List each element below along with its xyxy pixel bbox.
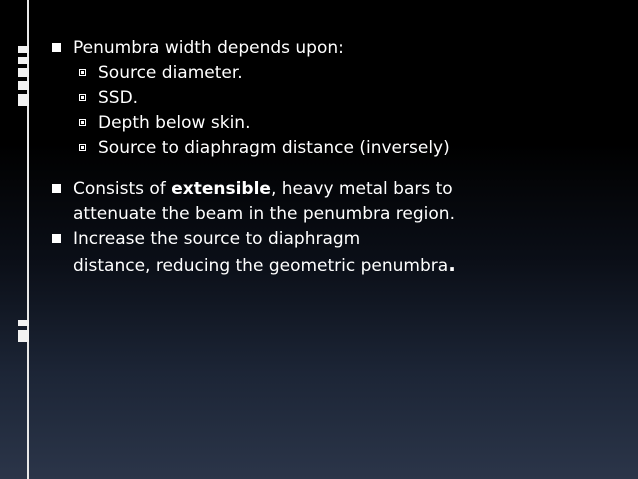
hollow-square-bullet-icon bbox=[79, 94, 86, 101]
subbullet-text: Source to diaphragm distance (inversely) bbox=[98, 138, 450, 158]
square-bullet-icon bbox=[52, 234, 61, 243]
subbullet-text: Depth below skin. bbox=[98, 113, 251, 133]
bullet-text-post: , heavy metal bars to bbox=[270, 179, 453, 199]
subbullet-text: Source diameter. bbox=[98, 63, 243, 83]
bullet-increase-distance bbox=[52, 227, 622, 279]
bullet-text-line2: attenuate the beam in the penumbra region. bbox=[73, 204, 455, 224]
bullet-text-line2: distance, reducing the geometric penumbra bbox=[73, 256, 449, 276]
bullet-text: Penumbra width depends upon: bbox=[73, 38, 344, 58]
bullet-text-bold: extensible bbox=[171, 179, 271, 199]
hollow-square-bullet-icon bbox=[79, 119, 86, 126]
subbullet-text: SSD. bbox=[98, 88, 139, 108]
bullet-extensible-bars bbox=[52, 177, 622, 227]
bullet-period: . bbox=[448, 252, 456, 276]
bullet-penumbra-width bbox=[52, 36, 622, 61]
square-bullet-icon bbox=[52, 184, 61, 193]
subbullet-source-to-diaphragm bbox=[52, 136, 622, 161]
hollow-square-bullet-icon bbox=[79, 69, 86, 76]
slide-body bbox=[52, 36, 622, 279]
bullet-text-line1: Increase the source to diaphragm bbox=[73, 229, 361, 249]
subbullet-source-diameter bbox=[52, 61, 622, 86]
hollow-square-bullet-icon bbox=[79, 144, 86, 151]
decorative-bars-top bbox=[18, 46, 29, 106]
square-bullet-icon bbox=[52, 43, 61, 52]
subbullet-ssd bbox=[52, 86, 622, 111]
bullet-text-pre: Consists of bbox=[73, 179, 172, 199]
subbullet-depth-below-skin bbox=[52, 111, 622, 136]
decorative-bars-bottom bbox=[18, 320, 29, 342]
